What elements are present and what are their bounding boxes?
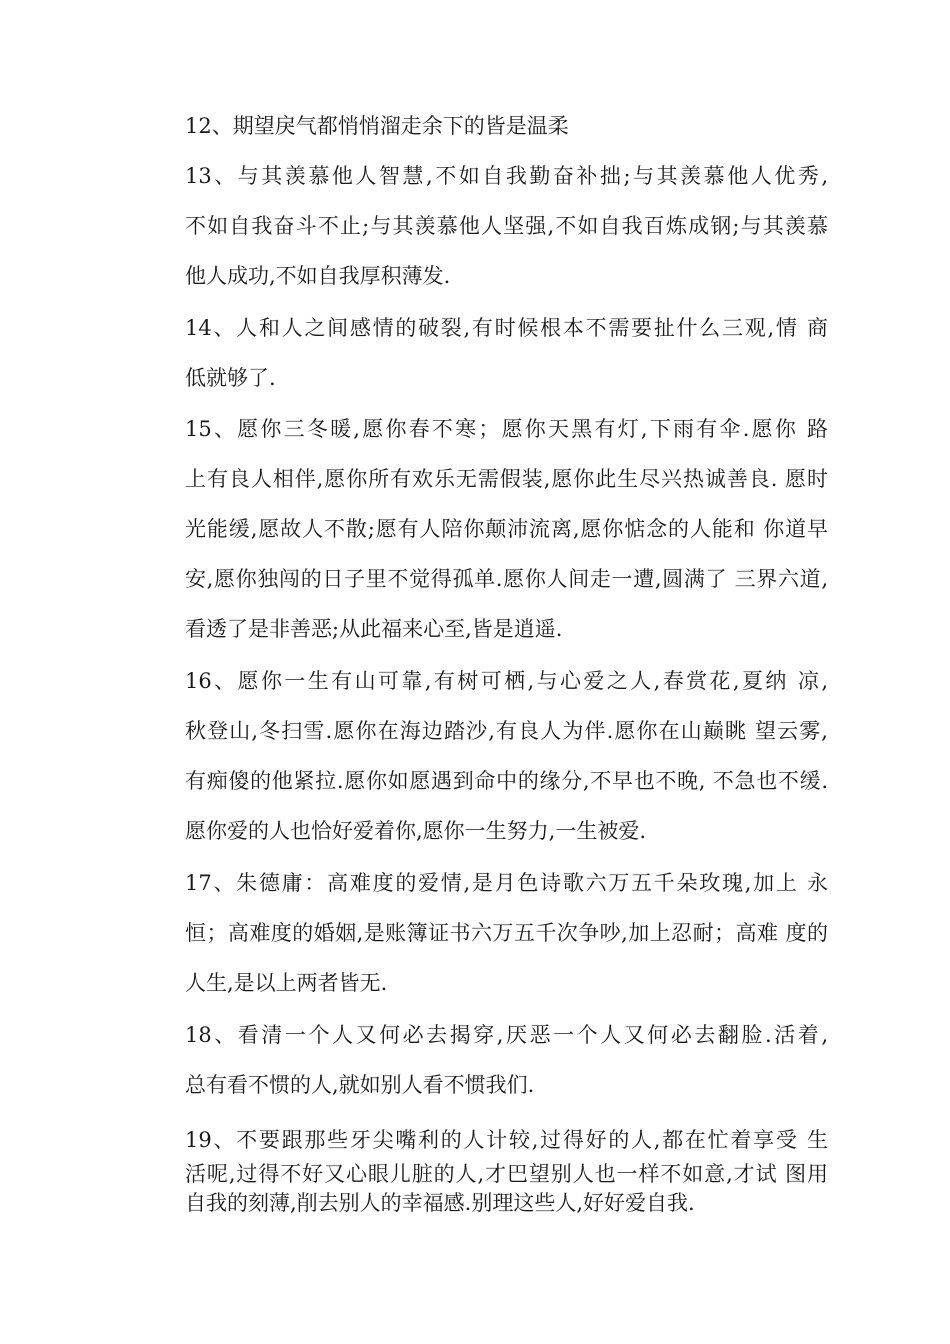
paragraph-14: [143, 303, 828, 403]
paragraph-15: [143, 404, 828, 654]
paragraph-line: 15、愿你三冬暖,愿你春不寒；愿你天黑有灯,下雨有伞.愿你 路: [185, 417, 828, 441]
paragraph-line: 19、不要跟那些牙尖嘴利的人计较,过得好的人,都在忙着享受 生: [185, 1128, 828, 1152]
paragraph-16: [143, 656, 828, 856]
paragraph-line: 看透了是非善恶;从此福来心至,皆是逍遥.: [185, 617, 563, 641]
paragraph-line: 18、看清一个人又何必去揭穿,厌恶一个人又何必去翻脸.活着,: [185, 1023, 828, 1047]
paragraph-line: 自我的刻薄,削去别人的幸福感.别理这些人,好好爱自我.: [185, 1191, 695, 1215]
paragraph-line: 活呢,过得不好又心眼儿脏的人,才巴望别人也一样不如意,才试 图用: [185, 1162, 828, 1186]
paragraph-line: 12、期望戾气都悄悄溜走余下的皆是温柔: [185, 114, 569, 138]
paragraph-line: 光能缓,愿故人不散;愿有人陪你颠沛流离,愿你惦念的人能和 你道早: [185, 517, 828, 541]
paragraph-13: [143, 151, 828, 301]
paragraph-19: [143, 1120, 828, 1218]
paragraph-line: 不如自我奋斗不止;与其羡慕他人坚强,不如自我百炼成钢;与其羡慕: [185, 214, 828, 238]
paragraph-line: 秋登山,冬扫雪.愿你在海边踏沙,有良人为伴.愿你在山巅眺 望云雾,: [185, 719, 828, 743]
paragraph-line: 恒；高难度的婚姻,是账簿证书六万五千次争吵,加上忍耐；高难 度的: [185, 921, 828, 945]
paragraph-line: 14、人和人之间感情的破裂,有时候根本不需要扯什么三观,情 商: [185, 316, 828, 340]
paragraph-line: 他人成功,不如自我厚积薄发.: [185, 264, 451, 288]
paragraph-line: 人生,是以上两者皆无.: [185, 971, 388, 995]
paragraph-12: [143, 101, 828, 151]
paragraph-line: 低就够了.: [185, 366, 276, 390]
paragraph-line: 16、愿你一生有山可靠,有树可栖,与心爱之人,春赏花,夏纳 凉,: [185, 669, 828, 693]
paragraph-line: 17、朱德庸：高难度的爱情,是月色诗歌六万五千朵玫瑰,加上 永: [185, 871, 828, 895]
paragraph-line: 有痴傻的他紧拉.愿你如愿遇到命中的缘分,不早也不晚, 不急也不缓.: [185, 769, 828, 793]
paragraph-line: 安,愿你独闯的日子里不觉得孤单.愿你人间走一遭,圆满了 三界六道,: [185, 567, 828, 591]
paragraph-line: 愿你爱的人也恰好爱着你,愿你一生努力,一生被爱.: [185, 819, 647, 843]
paragraph-line: 13、与其羡慕他人智慧,不如自我勤奋补拙;与其羡慕他人优秀,: [185, 164, 828, 188]
paragraph-line: 总有看不惯的人,就如别人看不惯我们.: [185, 1073, 535, 1097]
paragraph-18: [143, 1010, 828, 1110]
paragraph-line: 上有良人相伴,愿你所有欢乐无需假装,愿你此生尽兴热诚善良. 愿时: [185, 467, 828, 491]
paragraph-17: [143, 858, 828, 1008]
